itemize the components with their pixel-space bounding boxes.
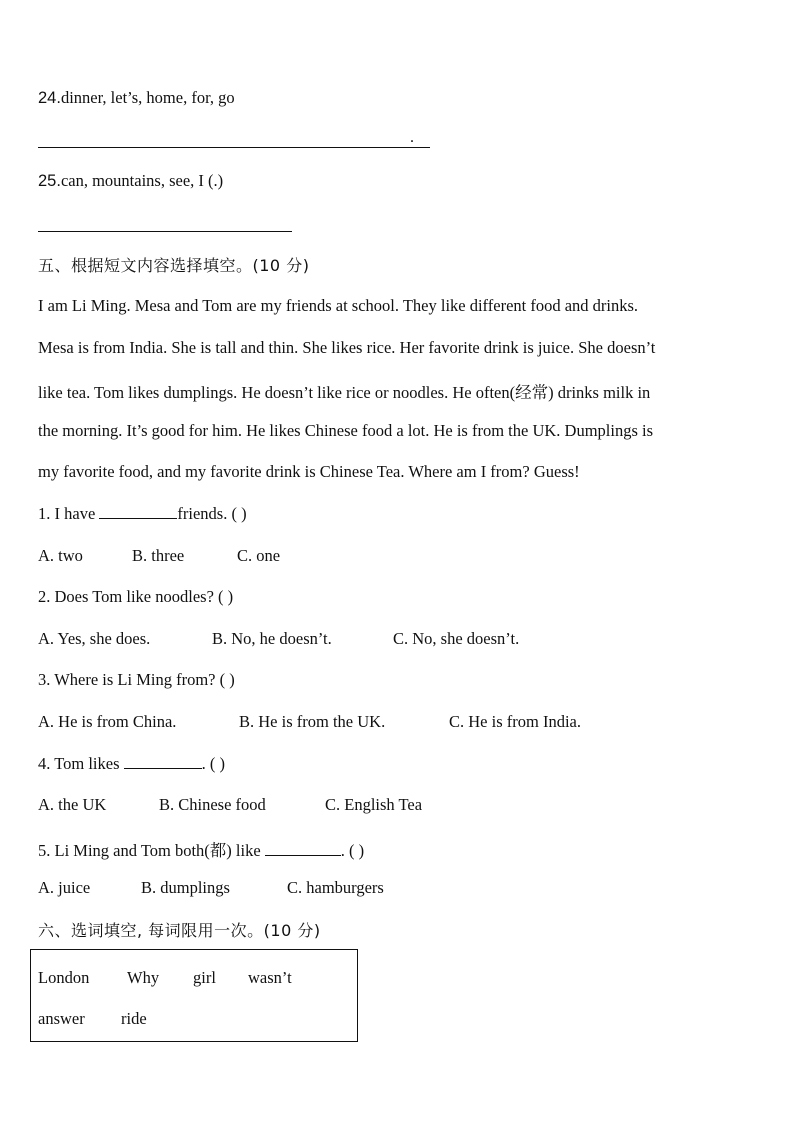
option-1b[interactable]: B. three — [132, 546, 185, 565]
question-1-end: friends. ( ) — [177, 504, 247, 523]
question-5-blank[interactable] — [265, 841, 341, 856]
question-3 — [38, 670, 235, 690]
answer-line-25 — [38, 231, 292, 232]
option-4c[interactable]: C. English Tea — [325, 795, 423, 814]
option-3c[interactable]: C. He is from India. — [449, 712, 581, 731]
question-24-words: dinner, let’s, home, for, go — [60, 88, 235, 107]
question-5-stem: 5. Li Ming and Tom both(都) like — [38, 841, 265, 860]
answer-line-24 — [38, 147, 430, 148]
question-5-end: . ( ) — [340, 841, 365, 860]
word-bank-answer: answer — [38, 1009, 85, 1028]
question-25 — [38, 171, 223, 191]
option-2b[interactable]: B. No, he doesn’t. — [212, 629, 332, 648]
section-6-heading: 六、选词填空, 每词限用一次。(10 分) — [38, 921, 321, 940]
question-2 — [38, 587, 233, 607]
passage-line-4: the morning. It’s good for him. He likes Chinese food a lot. He is from the UK. Dumplings is — [38, 421, 654, 440]
option-3b[interactable]: B. He is from the UK. — [239, 712, 386, 731]
question-3-options — [38, 712, 581, 732]
option-5a[interactable]: A. juice — [38, 878, 91, 897]
question-4-options — [38, 795, 422, 815]
word-bank-why: Why — [127, 968, 160, 987]
question-5-options — [38, 878, 384, 898]
question-1-stem: 1. I have — [38, 504, 100, 523]
passage-line-1: I am Li Ming. Mesa and Tom are my friends at school. They like different food and drinks. — [38, 296, 639, 315]
option-4b[interactable]: B. Chinese food — [159, 795, 266, 814]
answer-line-24-period: . — [410, 129, 414, 146]
question-25-words: can, mountains, see, I (.) — [60, 171, 224, 190]
passage-line-3: like tea. Tom likes dumplings. He doesn’t like rice or noodles. He often(经常) drinks milk in — [38, 383, 651, 402]
option-1c[interactable]: C. one — [237, 546, 281, 565]
question-5 — [38, 837, 364, 861]
option-5c[interactable]: C. hamburgers — [287, 878, 384, 897]
option-3a[interactable]: A. He is from China. — [38, 712, 177, 731]
word-bank-girl: girl — [193, 968, 216, 987]
passage-line-5: my favorite food, and my favorite drink is Chinese Tea. Where am I from? Guess! — [38, 462, 580, 481]
question-1-options — [38, 546, 280, 566]
option-2a[interactable]: A. Yes, she does. — [38, 629, 151, 648]
word-bank-london: London — [38, 968, 90, 987]
word-bank-ride: ride — [121, 1009, 147, 1028]
question-4-blank[interactable] — [124, 754, 202, 769]
question-1-blank[interactable] — [99, 504, 177, 519]
option-4a[interactable]: A. the UK — [38, 795, 107, 814]
word-bank-box — [30, 949, 358, 1042]
question-3-stem: 3. Where is Li Ming from? ( ) — [38, 670, 235, 689]
question-24 — [38, 88, 235, 108]
question-2-stem: 2. Does Tom like noodles? ( ) — [38, 587, 234, 606]
option-2c[interactable]: C. No, she doesn’t. — [393, 629, 520, 648]
question-24-number: 24. — [38, 89, 61, 107]
question-25-number: 25. — [38, 172, 61, 190]
option-5b[interactable]: B. dumplings — [141, 878, 230, 897]
question-4-end: . ( ) — [201, 754, 226, 773]
option-1a[interactable]: A. two — [38, 546, 83, 565]
question-4-stem: 4. Tom likes — [38, 754, 124, 773]
question-1 — [38, 504, 247, 524]
question-2-options — [38, 629, 519, 649]
section-5-heading: 五、根据短文内容选择填空。(10 分) — [38, 256, 310, 275]
word-bank-wasnt: wasn’t — [248, 968, 292, 987]
question-4 — [38, 754, 225, 774]
passage-line-2: Mesa is from India. She is tall and thin. She likes rice. Her favorite drink is juice. She doesn’t — [38, 338, 656, 357]
